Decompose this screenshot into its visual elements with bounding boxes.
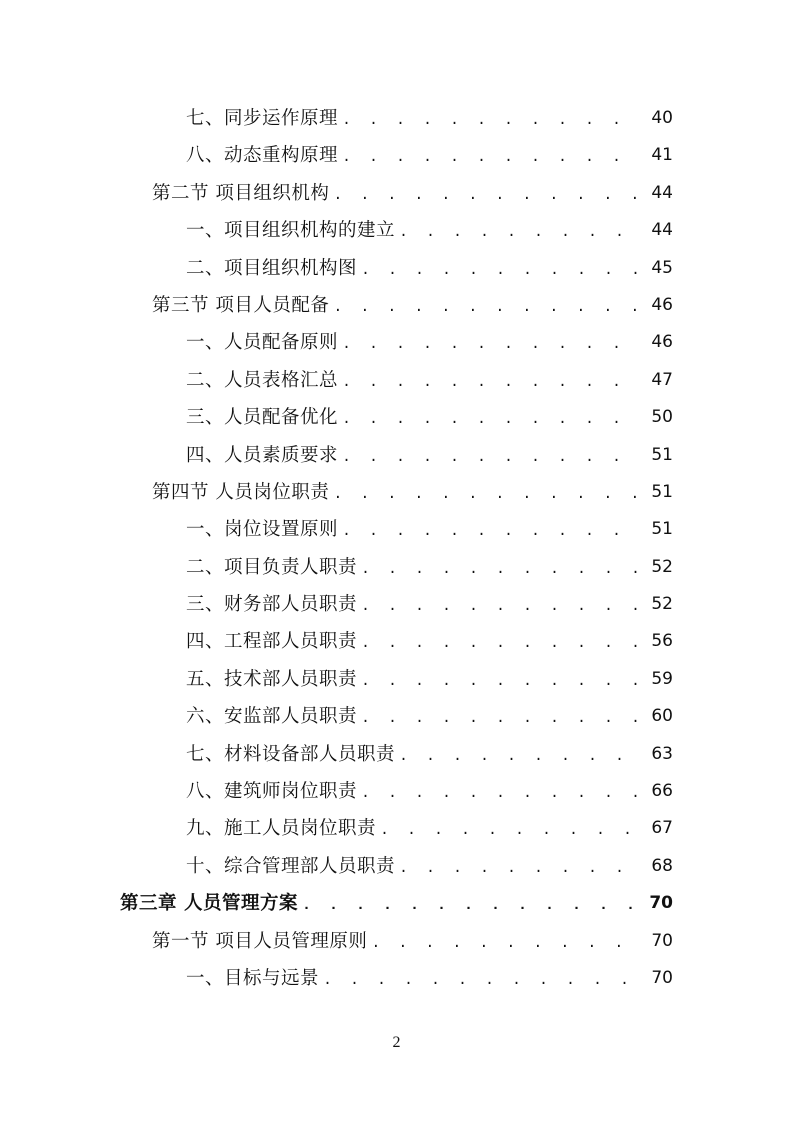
toc-entry-title: 五、技术部人员职责 xyxy=(186,668,358,690)
toc-entry-page: 70 xyxy=(651,967,673,988)
toc-entry-title: 一、项目组织机构的建立 xyxy=(186,220,396,242)
dot-leader xyxy=(323,962,641,999)
toc-entry-title: 八、建筑师岗位职责 xyxy=(186,781,358,803)
dot-leader xyxy=(333,289,641,326)
toc-entry-page: 66 xyxy=(651,781,673,802)
toc-entry[interactable] xyxy=(0,623,793,660)
dot-leader xyxy=(380,812,641,849)
toc-entry-page: 51 xyxy=(651,481,673,502)
toc-entry-page: 68 xyxy=(651,855,673,876)
toc-section-entry[interactable] xyxy=(0,175,793,212)
toc-entry-title: 二、项目负责人职责 xyxy=(186,556,358,578)
dot-leader xyxy=(361,700,641,737)
dot-leader xyxy=(361,663,641,700)
table-of-contents xyxy=(0,100,793,997)
toc-entry-page: 40 xyxy=(651,108,673,128)
toc-entry[interactable] xyxy=(0,137,793,174)
toc-entry-page: 50 xyxy=(651,407,673,428)
dot-leader xyxy=(399,214,641,251)
toc-entry-title: 九、施工人员岗位职责 xyxy=(186,818,377,840)
dot-leader xyxy=(361,588,641,625)
toc-entry[interactable] xyxy=(0,250,793,287)
toc-entry-title: 一、目标与远景 xyxy=(186,967,320,989)
toc-entry-title: 三、财务部人员职责 xyxy=(186,594,358,616)
toc-entry[interactable] xyxy=(0,848,793,885)
toc-entry-title: 十、综合管理部人员职责 xyxy=(186,855,396,877)
toc-entry-page: 51 xyxy=(651,444,673,465)
dot-leader xyxy=(361,625,641,662)
toc-entry-page: 44 xyxy=(651,220,673,241)
toc-entry-page: 67 xyxy=(651,818,673,839)
toc-entry[interactable] xyxy=(0,698,793,735)
toc-entry[interactable] xyxy=(0,810,793,847)
dot-leader xyxy=(342,439,641,476)
toc-entry-page: 63 xyxy=(651,743,673,764)
toc-entry-page: 52 xyxy=(651,594,673,615)
toc-entry-page: 70 xyxy=(649,893,673,914)
toc-entry-page: 46 xyxy=(651,332,673,353)
dot-leader xyxy=(302,887,641,924)
toc-entry-title: 第三节 项目人员配备 xyxy=(152,294,330,316)
toc-chapter-entry[interactable] xyxy=(0,885,793,922)
toc-entry-title: 第四节 人员岗位职责 xyxy=(152,481,330,503)
dot-leader xyxy=(342,102,641,139)
dot-leader xyxy=(342,401,641,438)
toc-entry[interactable] xyxy=(0,736,793,773)
dot-leader xyxy=(342,326,641,363)
dot-leader xyxy=(399,850,641,887)
toc-entry[interactable] xyxy=(0,549,793,586)
dot-leader xyxy=(342,513,641,550)
toc-entry[interactable] xyxy=(0,661,793,698)
toc-entry[interactable] xyxy=(0,399,793,436)
toc-entry-title: 第二节 项目组织机构 xyxy=(152,182,330,204)
dot-leader xyxy=(342,139,641,176)
page-number: 2 xyxy=(392,1034,401,1051)
toc-entry-page: 56 xyxy=(651,631,673,652)
toc-entry[interactable] xyxy=(0,324,793,361)
toc-entry[interactable] xyxy=(0,362,793,399)
toc-entry-title: 二、项目组织机构图 xyxy=(186,257,358,279)
toc-entry[interactable] xyxy=(0,773,793,810)
dot-leader xyxy=(361,551,641,588)
toc-entry-title: 三、人员配备优化 xyxy=(186,407,339,429)
toc-entry-page: 52 xyxy=(651,556,673,577)
toc-entry-page: 45 xyxy=(651,257,673,278)
toc-entry-page: 47 xyxy=(651,369,673,390)
dot-leader xyxy=(361,775,641,812)
toc-entry[interactable] xyxy=(0,100,793,137)
toc-entry[interactable] xyxy=(0,437,793,474)
toc-section-entry[interactable] xyxy=(0,923,793,960)
toc-section-entry[interactable] xyxy=(0,287,793,324)
toc-entry-title: 四、工程部人员职责 xyxy=(186,631,358,653)
toc-entry-page: 60 xyxy=(651,706,673,727)
toc-entry-title: 四、人员素质要求 xyxy=(186,444,339,466)
toc-entry-page: 41 xyxy=(651,145,673,166)
dot-leader xyxy=(371,925,641,962)
toc-entry-title: 第一节 项目人员管理原则 xyxy=(152,930,368,952)
toc-entry-page: 51 xyxy=(651,519,673,540)
toc-entry[interactable] xyxy=(0,586,793,623)
toc-entry-title: 一、岗位设置原则 xyxy=(186,519,339,541)
toc-entry-page: 59 xyxy=(651,668,673,689)
toc-entry-page: 70 xyxy=(651,930,673,951)
toc-entry-page: 44 xyxy=(651,182,673,203)
toc-entry-title: 六、安监部人员职责 xyxy=(186,706,358,728)
dot-leader xyxy=(399,738,641,775)
toc-section-entry[interactable] xyxy=(0,474,793,511)
toc-entry-page: 46 xyxy=(651,294,673,315)
dot-leader xyxy=(333,177,641,214)
toc-entry-title: 七、材料设备部人员职责 xyxy=(186,743,396,765)
toc-entry-title: 八、动态重构原理 xyxy=(186,145,339,167)
toc-entry[interactable] xyxy=(0,511,793,548)
toc-entry[interactable] xyxy=(0,212,793,249)
toc-entry-title: 二、人员表格汇总 xyxy=(186,369,339,391)
dot-leader xyxy=(342,364,641,401)
dot-leader xyxy=(333,476,641,513)
toc-entry-title: 第三章 人员管理方案 xyxy=(120,893,298,915)
toc-entry-title: 七、同步运作原理 xyxy=(186,108,339,129)
dot-leader xyxy=(361,252,641,289)
toc-entry-title: 一、人员配备原则 xyxy=(186,332,339,354)
toc-entry[interactable] xyxy=(0,960,793,997)
